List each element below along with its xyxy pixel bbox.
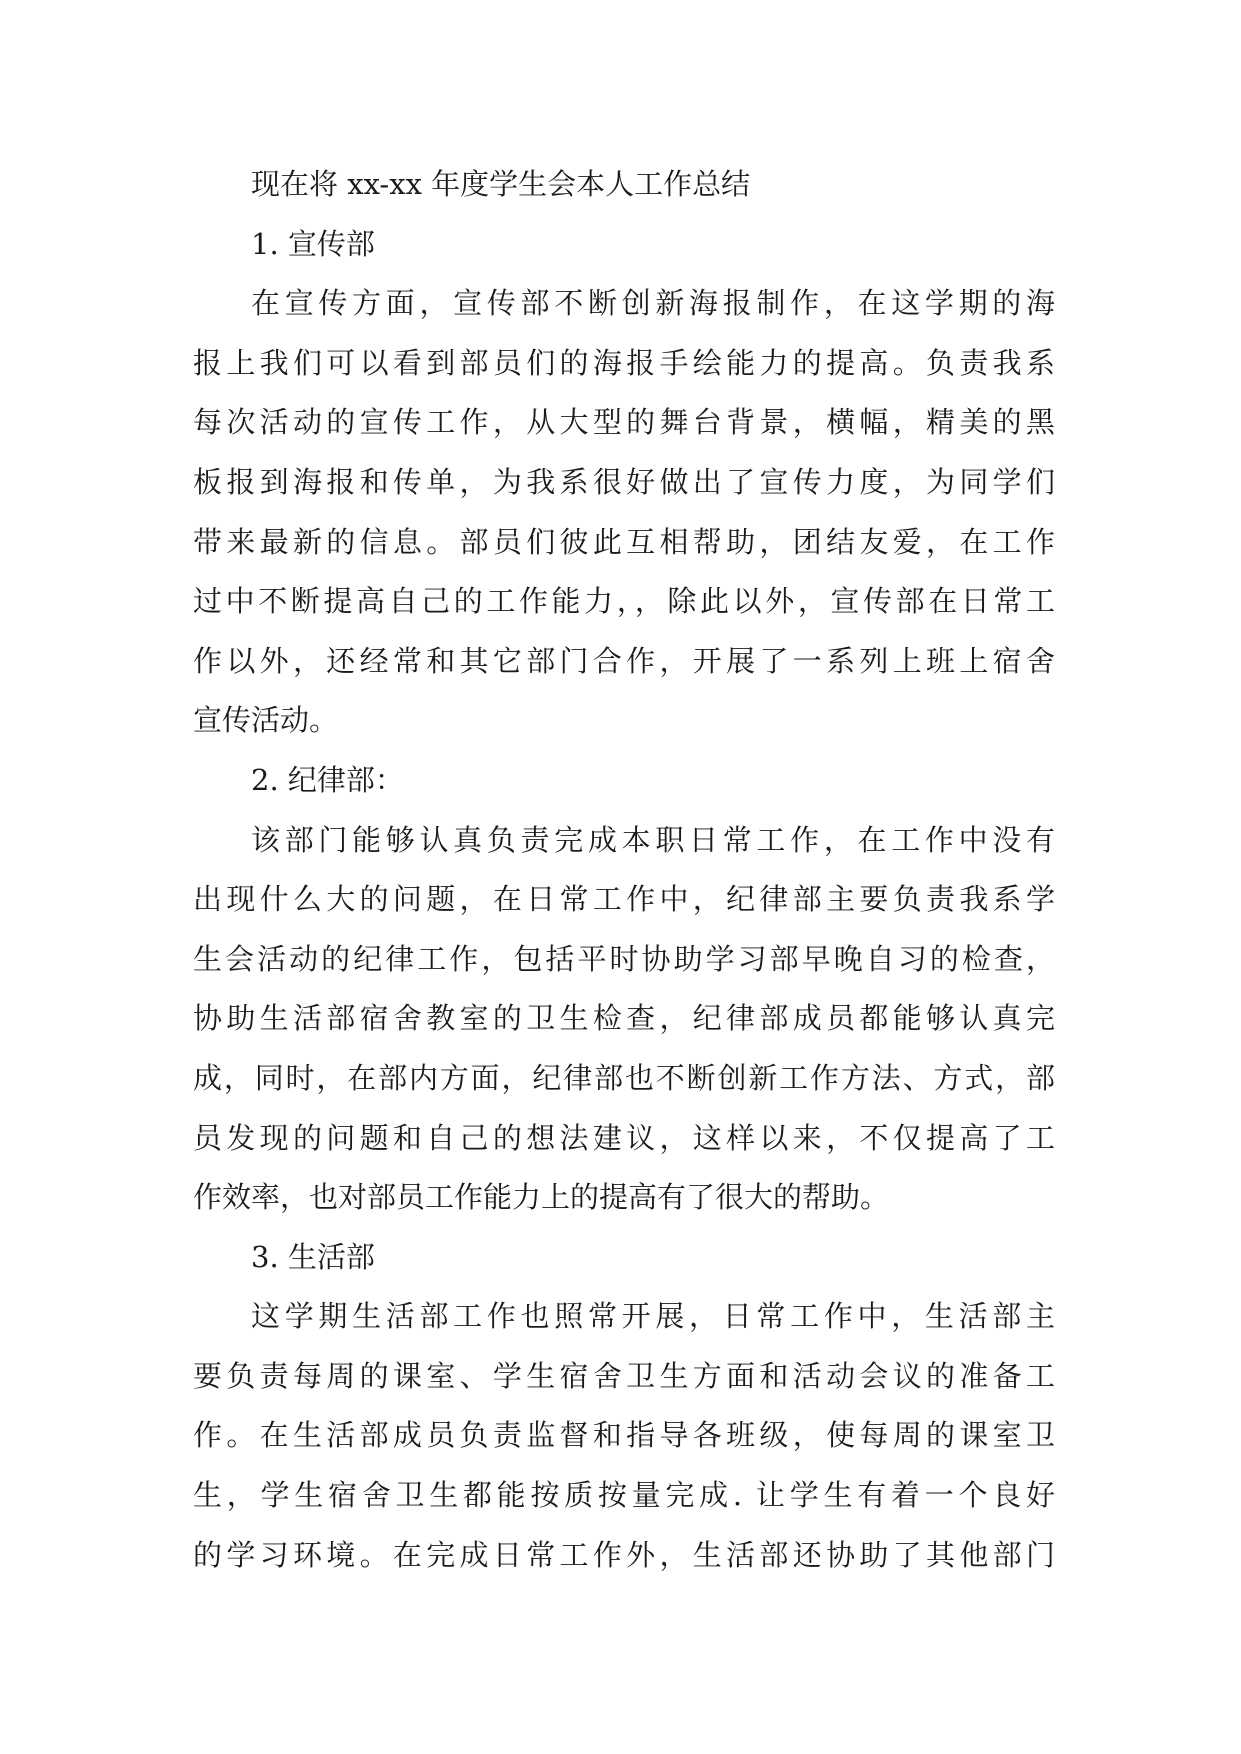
text-line: 2. 纪律部： (251, 762, 404, 797)
text-line: 该部门能够认真负责完成本职日常工作，在工作中没有 (251, 822, 1055, 857)
text-line: 成，同时，在部内方面，纪律部也不断创新工作方法、方式，部 (193, 1060, 1055, 1095)
text-line: 板报到海报和传单，为我系很好做出了宣传力度，为同学们 (193, 464, 1055, 499)
text-line: 生会活动的纪律工作，包括平时协助学习部早晚自习的检查， (193, 941, 1055, 976)
text-line: 每次活动的宣传工作，从大型的舞台背景，横幅，精美的黑 (193, 405, 1055, 440)
text-line: 员发现的问题和自己的想法建议，这样以来，不仅提高了工 (193, 1120, 1055, 1155)
text-line: 生，学生宿舍卫生都能按质按量完成. 让学生有着一个良好 (193, 1478, 1055, 1513)
text-line: 1. 宣传部 (251, 226, 375, 261)
text-line: 过中不断提高自己的工作能力，，除此以外，宣传部在日常工 (193, 584, 1055, 619)
text-line: 出现什么大的问题，在日常工作中，纪律部主要负责我系学 (193, 882, 1055, 917)
text-line: 3. 生活部 (251, 1239, 375, 1274)
text-line: 作效率，也对部员工作能力上的提高有了很大的帮助。 (193, 1180, 890, 1215)
text-line: 作以外，还经常和其它部门合作，开展了一系列上班上宿舍 (193, 643, 1055, 678)
text-line: 要负责每周的课室、学生宿舍卫生方面和活动会议的准备工 (193, 1358, 1055, 1393)
text-line: 宣传活动。 (193, 703, 339, 738)
text-line: 作。在生活部成员负责监督和指导各班级，使每周的课室卫 (193, 1418, 1055, 1453)
text-line: 带来最新的信息。部员们彼此互相帮助，团结友爱，在工作 (193, 524, 1055, 559)
text-line: 的学习环境。在完成日常工作外，生活部还协助了其他部门 (193, 1537, 1055, 1572)
text-line: 协助生活部宿舍教室的卫生检查，纪律部成员都能够认真完 (193, 1001, 1055, 1036)
document-body (193, 155, 1055, 1585)
text-line: 这学期生活部工作也照常开展，日常工作中，生活部主 (251, 1299, 1055, 1334)
text-line: 报上我们可以看到部员们的海报手绘能力的提高。负责我系 (193, 345, 1055, 380)
text-line: 在宣传方面，宣传部不断创新海报制作，在这学期的海 (251, 286, 1055, 321)
text-line: 现在将 xx-xx 年度学生会本人工作总结 (251, 167, 751, 201)
